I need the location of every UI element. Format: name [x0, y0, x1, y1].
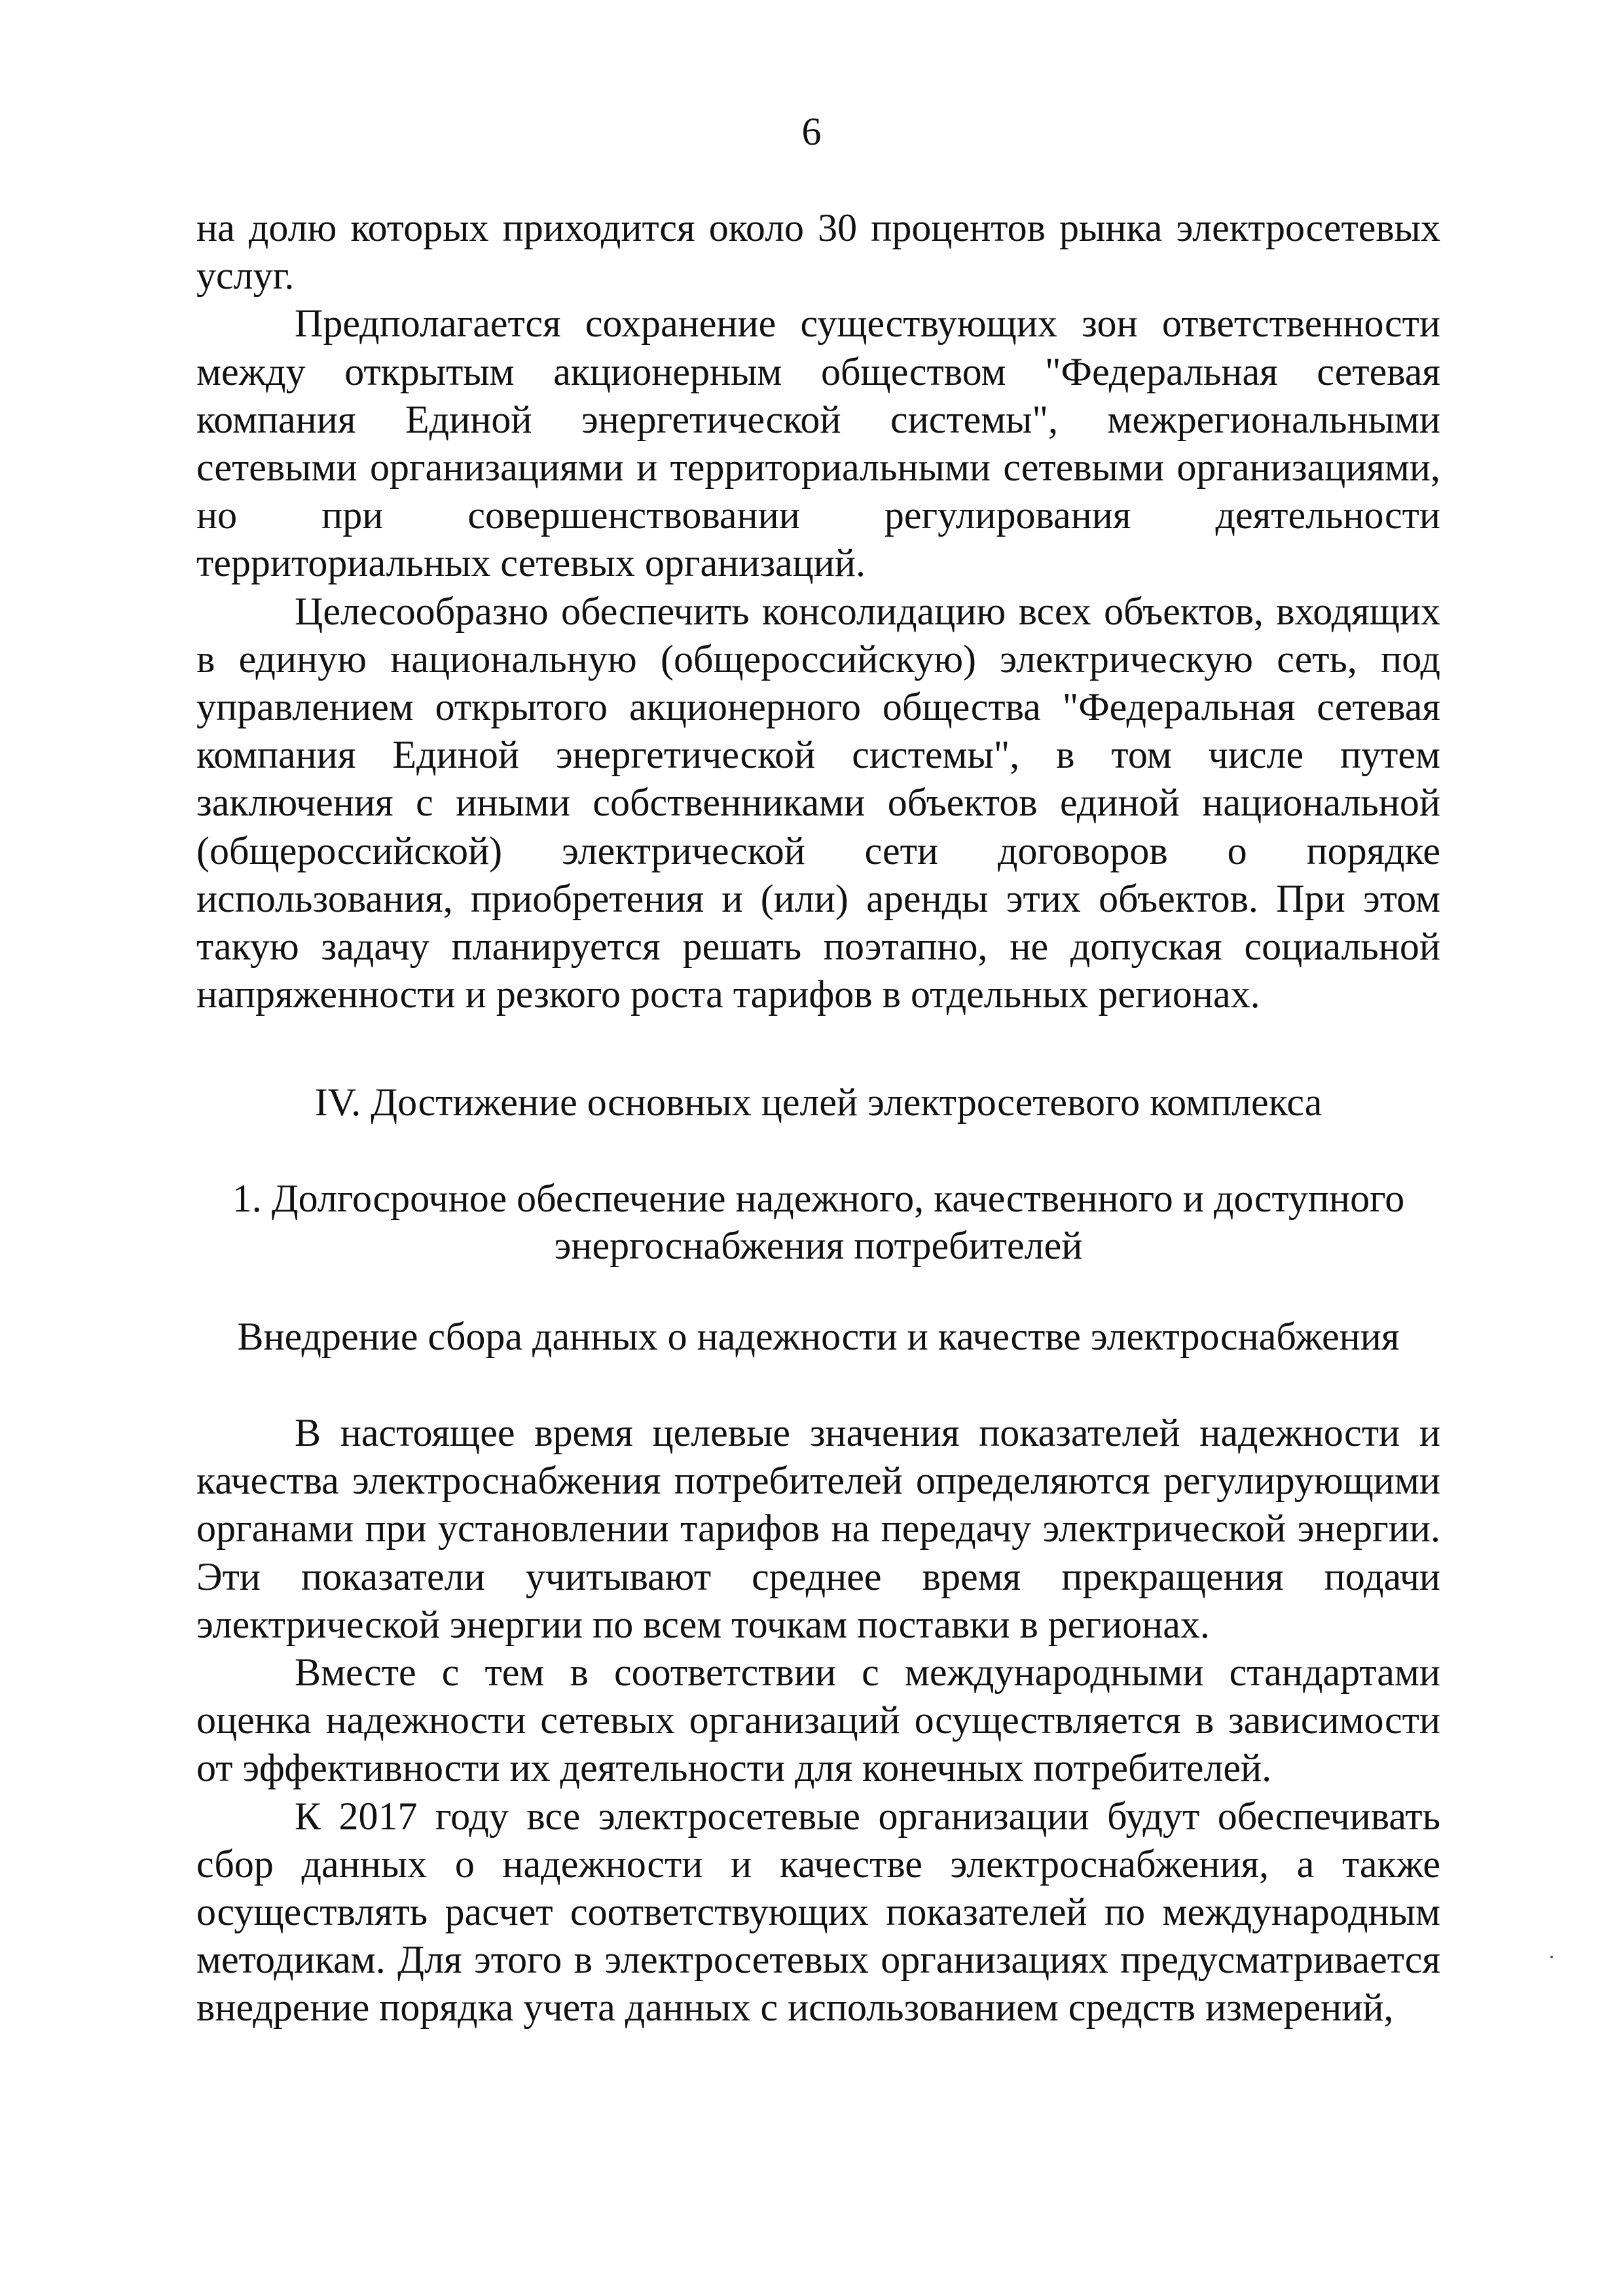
paragraph-consolidation: Целесообразно обеспечить консолидацию всех объектов, входящих в единую национальную (общероссийскую) электрическую сеть, под управлением открытого акционерного общества "Федеральная сетевая компания Единой энергетической системы", в том числе путем заключения с иными собственниками объектов единой национальной (общероссийской) электрической сети договоров о порядке использования, приобретения и (или) аренды этих объектов. При этом такую задачу планируется решать поэтапно, не допуская социальной напряженности и резкого роста тарифов в отдельных регионах. [196, 589, 1440, 1016]
section-heading: IV. Достижение основных целей электросетевого комплекса [314, 1081, 1322, 1124]
paragraph-continuation: на долю которых приходится около 30 процентов рынка электросетевых услуг. [196, 206, 1440, 298]
paragraph-current-targets: В настоящее время целевые значения показателей надежности и качества электроснабжения потребителей определяются регулирующими органами при установлении тарифов на передачу электрической энергии. Эти показатели учитывают среднее время прекращения подачи электрической энергии по всем точкам поставки в регионах. [196, 1411, 1440, 1646]
paragraph-international-standards: Вместе с тем в соответствии с международными стандартами оценка надежности сетевых организаций осуществляется в зависимости от эффективности их деятельности для конечных потребителей. [196, 1651, 1440, 1790]
topic-heading: Внедрение сбора данных о надежности и качестве электроснабжения [237, 1315, 1400, 1358]
subsection-heading: 1. Долгосрочное обеспечение надежного, качественного и доступного энергоснабжения потребителей [232, 1177, 1405, 1267]
paragraph-2017-plan: К 2017 году все электросетевые организации будут обеспечивать сбор данных о надежности и качестве электроснабжения, а также осуществлять расчет соответствующих показателей по международным методикам. Для этого в электросетевых организациях предусматривается внедрение порядка учета данных с использованием средств измерений, [196, 1794, 1440, 2030]
paragraph-responsibility-zones: Предполагается сохранение существующих зон ответственности между открытым акционерным обществом "Федеральная сетевая компания Единой энергетической системы", межрегиональными сетевыми организациями и территориальными сетевыми организациями, но при совершенствовании регулирования деятельности территориальных сетевых организаций. [196, 302, 1440, 585]
body-text-top [196, 204, 1440, 1018]
body-text-bottom [196, 1409, 1440, 2032]
scan-speck [1550, 1956, 1553, 1958]
page-number: 6 [801, 110, 822, 153]
